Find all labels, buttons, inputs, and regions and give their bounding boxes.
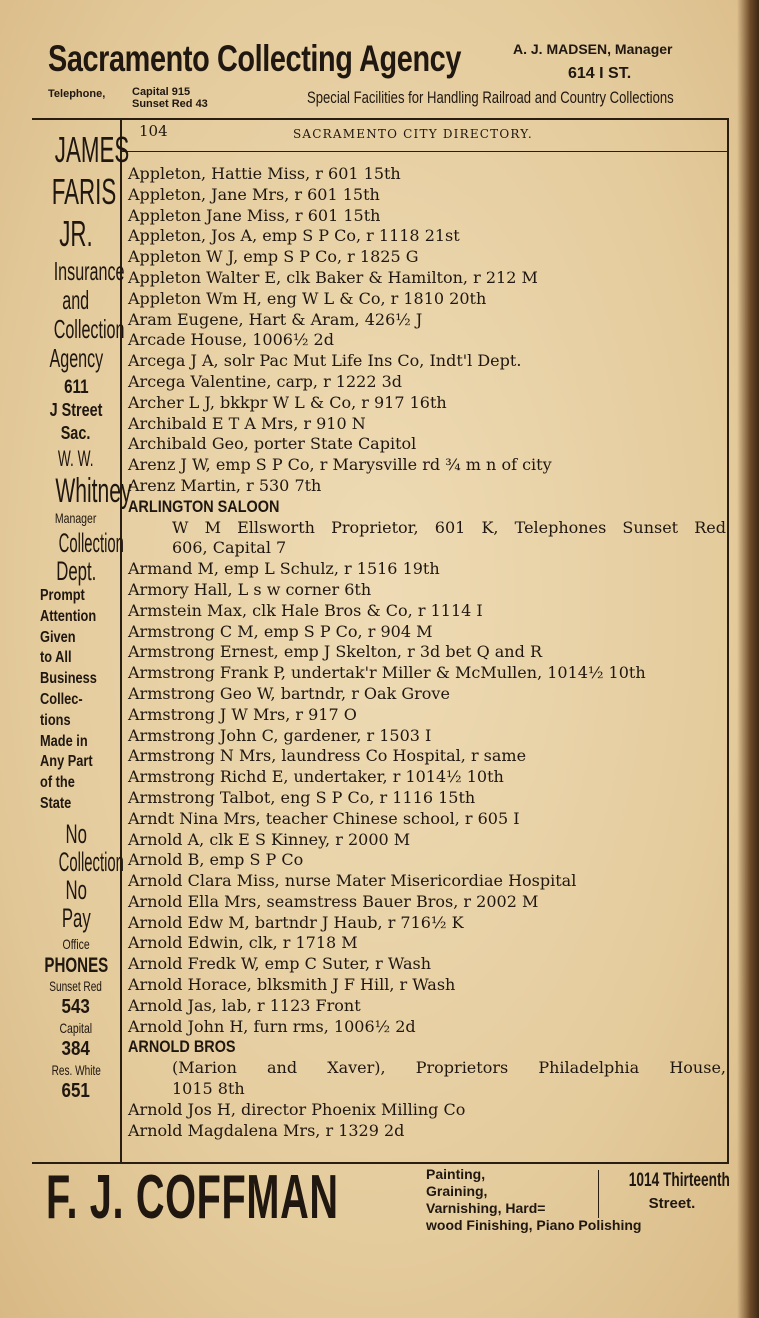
list-item: Armory Hall, L s w corner 6th xyxy=(128,579,372,599)
sidebar-line: Insurance xyxy=(53,256,125,286)
list-item: Armstrong Talbot, eng S P Co, r 1116 15th xyxy=(128,787,476,807)
rule-right xyxy=(727,118,729,1164)
sidebar-line: W. W. xyxy=(58,446,94,471)
sidebar-line: Collection xyxy=(58,528,124,558)
sidebar-line: Collec- xyxy=(40,690,83,708)
business-heading-arlington-saloon: ARLINGTON SALOON xyxy=(128,496,280,516)
list-item: Arcega J A, solr Pac Mut Life Ins Co, Indt'l Dept. xyxy=(128,351,522,371)
sidebar-line: Capital xyxy=(59,1019,93,1036)
sidebar-line: 384 xyxy=(61,1037,91,1060)
header-telephone-2: Sunset Red 43 xyxy=(132,98,208,110)
list-item: Arndt Nina Mrs, teacher Chinese school, r 605 I xyxy=(128,808,520,828)
header-manager: A. J. MADSEN, Manager xyxy=(513,41,673,57)
list-item: Armstrong Frank P, undertak'r Miller & McMullen, 1014½ 10th xyxy=(128,663,646,683)
list-item: Armand M, emp L Schulz, r 1516 19th xyxy=(128,559,440,579)
business-detail-line: 606, Capital 7 xyxy=(172,538,287,558)
list-item: Appleton W J, emp S P Co, r 1825 G xyxy=(128,247,419,267)
sidebar-line: FARIS xyxy=(51,171,117,212)
footer-service-line: Graining, xyxy=(426,1183,488,1199)
sidebar-line: Dept. xyxy=(55,556,97,586)
sidebar-line: Attention xyxy=(40,607,97,625)
sidebar-line: Pay xyxy=(61,902,91,933)
list-item: Arnold B, emp S P Co xyxy=(128,850,304,870)
footer-service-line: Painting, xyxy=(426,1166,486,1182)
sidebar-line: Prompt xyxy=(40,587,85,604)
footer-service-line: wood Finishing, Piano Polishing xyxy=(426,1217,642,1233)
list-item: Armstrong John C, gardener, r 1503 I xyxy=(128,725,432,745)
list-item: Arcega Valentine, carp, r 1222 3d xyxy=(128,371,403,391)
list-item: Arnold Clara Miss, nurse Mater Misericordiae Hospital xyxy=(128,871,577,891)
sidebar-line: to All xyxy=(40,649,72,667)
list-item: Appleton, Hattie Miss, r 601 15th xyxy=(128,164,401,183)
sidebar-line: Collection xyxy=(58,846,124,877)
sidebar-line: No xyxy=(65,874,87,905)
sidebar-line: Agency xyxy=(49,343,103,373)
list-item: Archibald E T A Mrs, r 910 N xyxy=(128,413,366,433)
list-item: Armstrong J W Mrs, r 917 O xyxy=(128,704,357,724)
footer-address xyxy=(612,1170,732,1212)
sidebar-line: and xyxy=(62,285,90,315)
sidebar-line: No xyxy=(65,818,87,849)
list-item: Arnold A, clk E S Kinney, r 2000 M xyxy=(128,829,411,849)
list-item: Arnold Jas, lab, r 1123 Front xyxy=(128,995,361,1015)
sidebar-line: of the xyxy=(40,774,75,792)
sidebar-line: Made in xyxy=(40,732,88,750)
list-item: Arnold Fredk W, emp C Suter, r Wash xyxy=(128,954,432,974)
list-item: Armstrong N Mrs, laundress Co Hospital, r same xyxy=(128,746,527,766)
business-detail-line: W M Ellsworth Proprietor, 601 K, Telephones Sunset Red xyxy=(172,517,726,537)
list-item: Arnold Horace, blksmith J F Hill, r Wash xyxy=(128,975,456,995)
page-number: 104 xyxy=(139,122,168,140)
list-item: Armstein Max, clk Hale Bros & Co, r 1114 I xyxy=(128,600,483,620)
list-item: Arnold Magdalena Mrs, r 1329 2d xyxy=(128,1120,405,1140)
list-item: Armstrong Geo W, bartndr, r Oak Grove xyxy=(128,683,450,703)
footer-address-line-2: Street. xyxy=(648,1195,696,1212)
list-item: Appleton, Jos A, emp S P Co, r 1118 21st xyxy=(128,226,460,246)
business-detail-line: (Marion and Xaver), Proprietors Philadelphia House, xyxy=(172,1058,726,1078)
header-telephone-1: Capital 915 xyxy=(132,86,191,98)
page-edge-shadow xyxy=(737,0,759,1318)
footer-address-line-1: 1014 Thirteenth xyxy=(628,1170,730,1191)
sidebar-line: Sunset Red xyxy=(49,977,103,994)
list-item: Appleton Walter E, clk Baker & Hamilton, r 212 M xyxy=(128,267,538,287)
list-item: Archer L J, bkkpr W L & Co, r 917 16th xyxy=(128,392,447,412)
sidebar-line: 543 xyxy=(61,995,91,1018)
sidebar-advert xyxy=(32,126,132,1103)
list-item: Arnold Edwin, clk, r 1718 M xyxy=(128,933,358,953)
sidebar-line: J Street xyxy=(49,400,103,420)
header-telephone-label: Telephone, xyxy=(48,88,106,100)
directory-entries xyxy=(128,164,726,1141)
list-item: Aram Eugene, Hart & Aram, 426½ J xyxy=(128,309,423,329)
list-item: Armstrong Ernest, emp J Skelton, r 3d bet Q and R xyxy=(128,642,542,662)
header-address: 614 I ST. xyxy=(568,65,632,82)
sidebar-line: JR. xyxy=(59,213,93,254)
list-item: Arcade House, 1006½ 2d xyxy=(128,330,334,350)
rule-runhead xyxy=(122,151,727,152)
header-agency-title: Sacramento Collecting Agency xyxy=(48,38,462,79)
sidebar-line: Given xyxy=(40,628,76,646)
footer-services xyxy=(426,1166,641,1234)
list-item: Archibald Geo, porter State Capitol xyxy=(128,434,417,454)
list-item: Arnold Edw M, bartndr J Haub, r 716½ K xyxy=(128,912,464,932)
sidebar-line: JAMES xyxy=(54,129,130,170)
rule-top xyxy=(32,118,728,120)
sidebar-line: Any Part xyxy=(40,753,93,771)
sidebar-line: Business xyxy=(40,670,97,688)
sidebar-line: tions xyxy=(40,711,71,729)
business-detail-line: 1015 8th xyxy=(172,1079,245,1099)
list-item: Arenz Martin, r 530 7th xyxy=(128,475,322,495)
sidebar-line: 611 xyxy=(63,377,89,398)
sidebar-line: 651 xyxy=(61,1079,91,1102)
list-item: Arnold Ella Mrs, seamstress Bauer Bros, r 2002 M xyxy=(128,891,539,911)
sidebar-line: State xyxy=(40,794,72,812)
list-item: Arnold Jos H, director Phoenix Milling Co xyxy=(128,1099,466,1119)
running-head-title: SACRAMENTO CITY DIRECTORY. xyxy=(293,127,533,141)
list-item: Appleton Jane Miss, r 601 15th xyxy=(128,205,381,225)
sidebar-line: Res. White xyxy=(51,1061,101,1078)
sidebar-line: Sac. xyxy=(61,423,91,443)
sidebar-line: Manager xyxy=(55,510,97,526)
footer-business-name: F. J. COFFMAN xyxy=(46,1163,339,1232)
list-item: Arnold John H, furn rms, 1006½ 2d xyxy=(128,1016,416,1036)
list-item: Appleton, Jane Mrs, r 601 15th xyxy=(128,184,380,204)
list-item: Armstrong C M, emp S P Co, r 904 M xyxy=(128,621,433,641)
sidebar-line: Whitney xyxy=(55,472,132,510)
sidebar-line: PHONES xyxy=(44,953,109,977)
list-item: Armstrong Richd E, undertaker, r 1014½ 10th xyxy=(128,767,504,787)
list-item: Appleton Wm H, eng W L & Co, r 1810 20th xyxy=(128,288,487,308)
header-telephone-numbers xyxy=(132,86,208,110)
sidebar-line: Collection xyxy=(53,314,125,344)
footer-service-line: Varnishing, Hard= xyxy=(426,1200,546,1216)
sidebar-line: Office xyxy=(62,935,90,952)
list-item: Arenz J W, emp S P Co, r Marysville rd ¾ m n of city xyxy=(128,455,552,475)
header-specialty: Special Facilities for Handling Railroad and Country Collections xyxy=(307,88,674,107)
business-heading-arnold-bros: ARNOLD BROS xyxy=(128,1037,236,1057)
